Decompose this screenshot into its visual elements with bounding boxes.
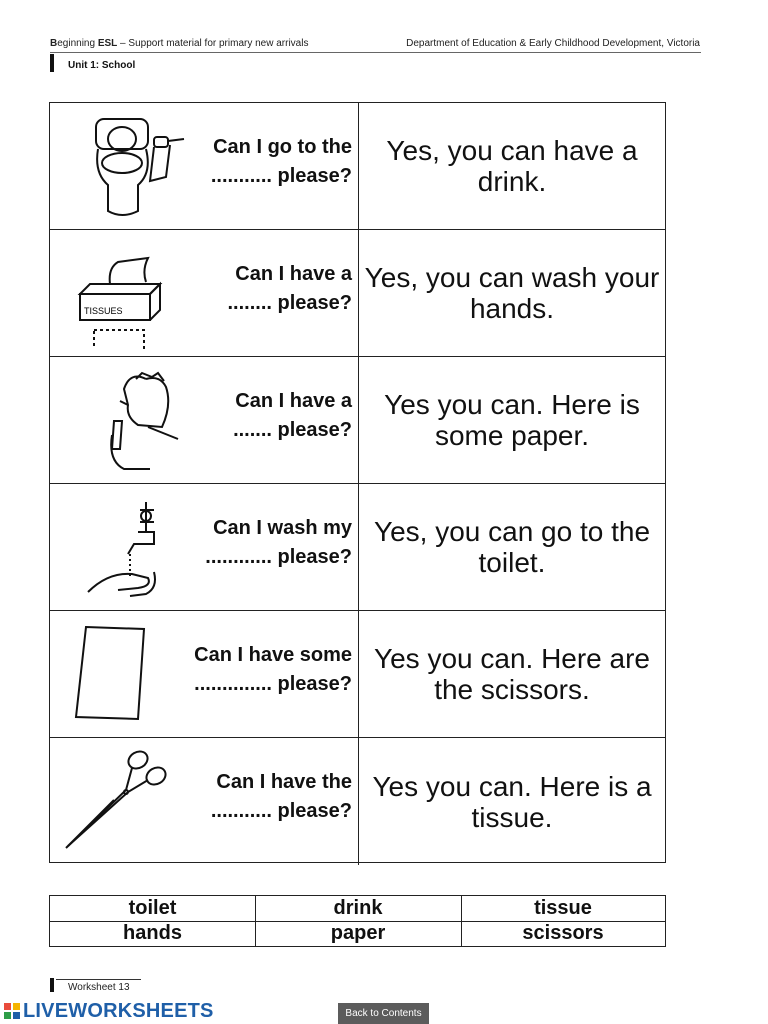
word-bank-item[interactable]: tissue [534, 897, 592, 919]
word-bank-item[interactable]: hands [50, 921, 256, 946]
paper-sheet-icon [58, 619, 188, 730]
unit-label: Unit 1: School [68, 60, 136, 71]
word-bank-row-1 [50, 896, 665, 922]
matching-grid [49, 102, 666, 863]
question-cell [50, 484, 359, 610]
answer-cell[interactable]: Yes, you can go to the toilet. [373, 516, 651, 578]
question-cell [50, 738, 359, 865]
word-bank-item[interactable]: scissors [522, 922, 604, 944]
question-text: Can I have a ....... please? [233, 390, 352, 441]
word-bank-item[interactable]: drink [255, 896, 462, 921]
worksheet-rule [56, 979, 141, 980]
question-text: Can I have some .............. please? [194, 644, 352, 695]
answer-cell[interactable]: Yes you can. Here is a tissue. [372, 770, 652, 833]
question-text: Can I go to the ........... please? [210, 136, 352, 187]
question-cell [50, 103, 359, 229]
question-text: Can I wash my ............ please? [205, 517, 352, 568]
tap-hands-icon [58, 492, 188, 603]
grid-row-1 [50, 103, 665, 230]
question-text: Can I have the ........... please? [210, 771, 352, 822]
answer-cell[interactable]: Yes you can. Here is some paper. [384, 389, 640, 451]
boy-drinking-icon [58, 365, 188, 476]
unit-marker [50, 54, 54, 72]
worksheet-marker [50, 978, 54, 992]
back-to-contents-button[interactable]: Back to Contents [338, 1003, 429, 1024]
word-bank-row-2 [50, 921, 665, 946]
logo-text: LIVEWORKSHEETS [23, 999, 214, 1022]
word-bank-item[interactable]: paper [255, 921, 462, 946]
worksheet-number: Worksheet 13 [68, 982, 130, 993]
tissue-box-icon [58, 238, 188, 349]
header-rule [50, 52, 701, 53]
grid-row-4 [50, 484, 665, 611]
question-text: Can I have a ........ please? [227, 263, 352, 314]
grid-row-6 [50, 738, 665, 865]
header-title: Beginning ESL – Support material for primary new arrivals [50, 38, 309, 49]
word-bank-item[interactable]: toilet [50, 896, 256, 921]
question-cell [50, 357, 359, 483]
grid-row-5 [50, 611, 665, 738]
grid-row-2 [50, 230, 665, 357]
grid-row-3 [50, 357, 665, 484]
logo-blocks-icon [4, 1003, 20, 1019]
answer-cell[interactable]: Yes you can. Here are the scissors. [373, 643, 651, 705]
svg-text:TISSUES: TISSUES [84, 306, 123, 316]
toilet-icon [58, 111, 188, 222]
scissors-icon [58, 746, 188, 857]
header-department: Department of Education & Early Childhood Development, Victoria [406, 38, 700, 49]
answer-cell[interactable]: Yes, you can wash your hands. [364, 262, 660, 324]
question-cell [50, 230, 359, 356]
answer-cell[interactable]: Yes, you can have a drink. [386, 135, 638, 197]
liveworksheets-logo[interactable] [4, 1000, 214, 1022]
word-bank [49, 895, 666, 947]
question-cell [50, 611, 359, 737]
